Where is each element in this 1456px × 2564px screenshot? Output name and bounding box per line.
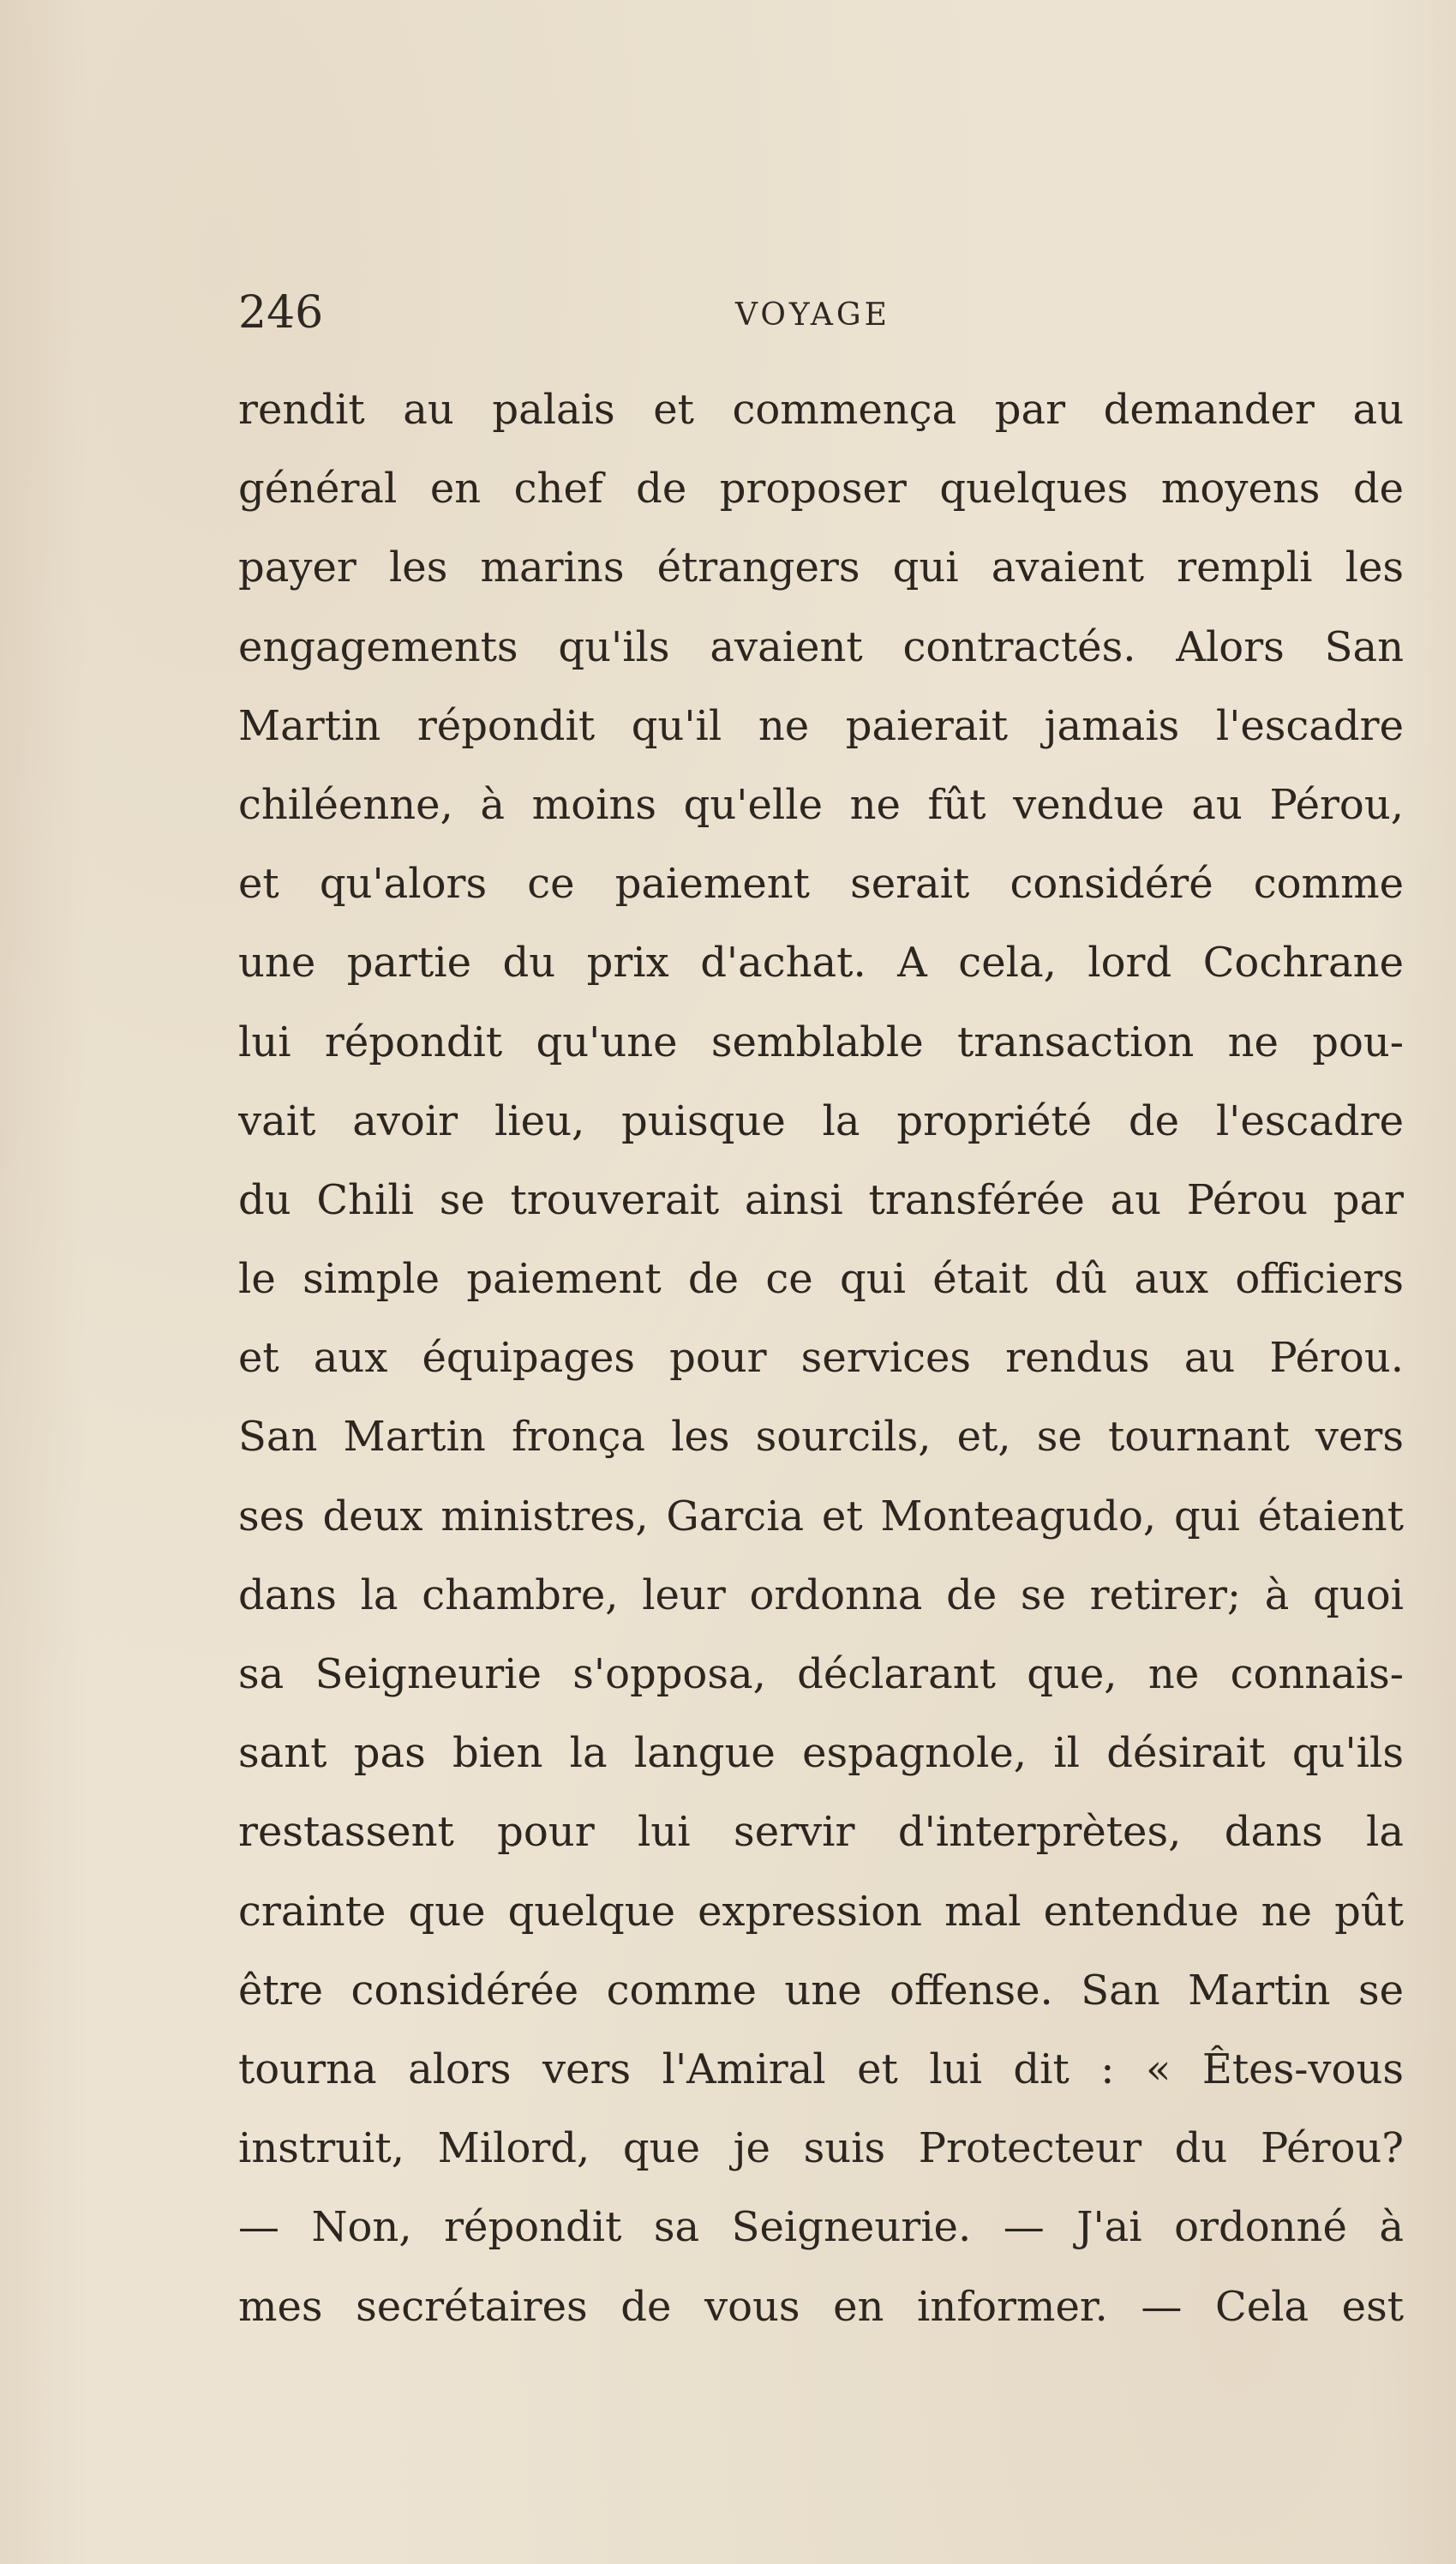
text-line: du Chili se trouverait ainsi transférée au Pérou par [238, 1175, 1404, 1224]
text-line: instruit, Milord, que je suis Protecteur du Pérou? [238, 2124, 1404, 2173]
text-line: San Martin fronça les sourcils, et, se tournant vers [238, 1413, 1404, 1462]
body-text [238, 370, 1404, 2346]
page-header [238, 287, 1404, 339]
text-line: sant pas bien la langue espagnole, il désirait qu'ils [238, 1729, 1404, 1778]
text-line: Martin répondit qu'il ne paierait jamais l'escadre [238, 701, 1404, 750]
page-number: 246 [238, 287, 324, 339]
text-line: mes secrétaires de vous en informer. — Cela est [238, 2282, 1404, 2331]
text-line: une partie du prix d'achat. A cela, lord Cochrane [238, 939, 1404, 988]
text-line: chiléenne, à moins qu'elle ne fût vendue au Pérou, [238, 780, 1404, 829]
text-line: le simple paiement de ce qui était dû aux officiers [238, 1255, 1404, 1304]
running-head: VOYAGE [735, 297, 890, 333]
text-line: dans la chambre, leur ordonna de se retirer; à quoi [238, 1570, 1404, 1619]
text-line: engagements qu'ils avaient contractés. Alors San [238, 622, 1404, 671]
text-line: ses deux ministres, Garcia et Monteagudo, qui étaient [238, 1492, 1404, 1540]
text-line: et aux équipages pour services rendus au Pérou. [238, 1334, 1404, 1383]
text-line: être considérée comme une offense. San Martin se [238, 1966, 1404, 2015]
text-line: et qu'alors ce paiement serait considéré comme [238, 860, 1404, 909]
text-line: lui répondit qu'une semblable transaction ne pou- [238, 1018, 1404, 1066]
text-line: payer les marins étrangers qui avaient rempli les [238, 543, 1404, 592]
text-line: crainte que quelque expression mal entendue ne pût [238, 1887, 1404, 1936]
text-line: tourna alors vers l'Amiral et lui dit : « Êtes-vous [238, 2045, 1404, 2093]
text-line: général en chef de proposer quelques moyens de [238, 465, 1404, 513]
text-line: restassent pour lui servir d'interprètes, dans la [238, 1808, 1404, 1857]
text-line: sa Seigneurie s'opposa, déclarant que, ne connais- [238, 1650, 1404, 1698]
text-line: rendit au palais et commença par demander au [238, 386, 1404, 434]
text-line: — Non, répondit sa Seigneurie. — J'ai ordonné à [238, 2203, 1404, 2252]
text-line: vait avoir lieu, puisque la propriété de l'escadre [238, 1096, 1404, 1145]
